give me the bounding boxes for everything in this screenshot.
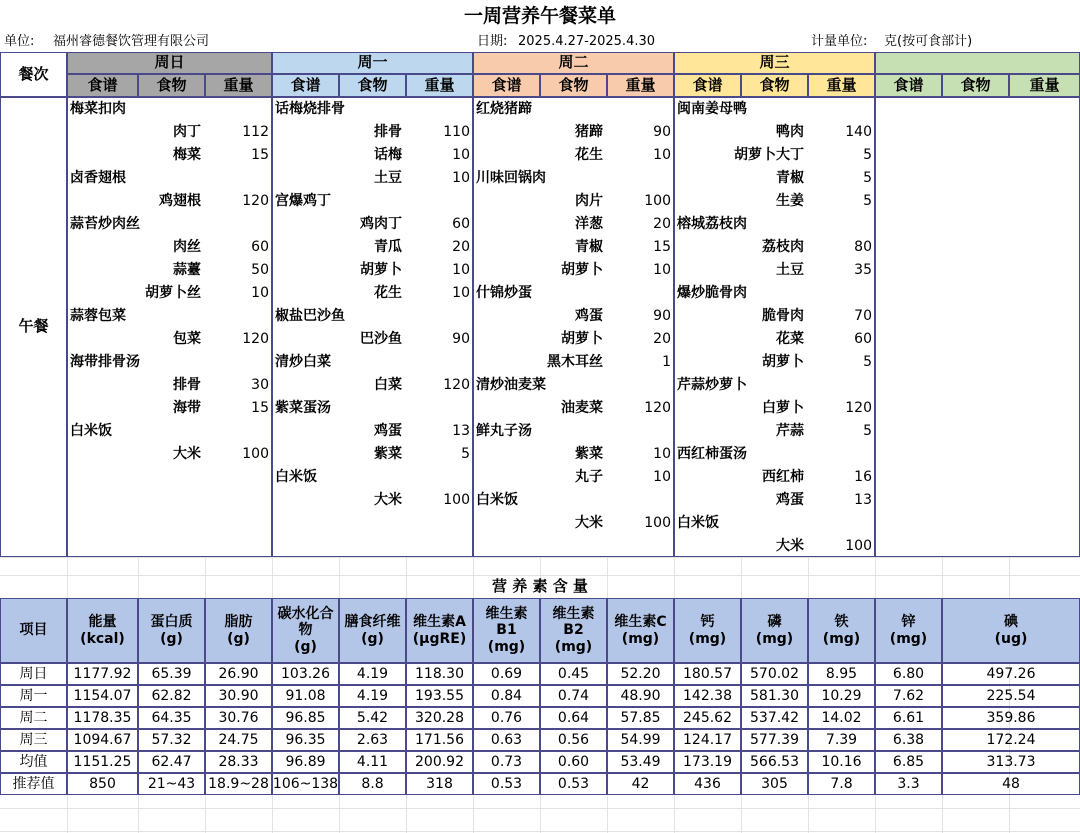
- nutrition-item-header: 项目: [0, 598, 67, 663]
- food-name: 青椒: [776, 170, 804, 186]
- food-name: 话梅: [374, 147, 402, 163]
- nutrition-value: 320.28: [406, 707, 473, 729]
- food-weight: 90: [653, 124, 671, 140]
- nutrition-value: 118.30: [406, 663, 473, 685]
- food-name: 白萝卜: [762, 400, 804, 416]
- nutrition-value: 10.29: [808, 685, 875, 707]
- nutrition-value: 7.8: [808, 773, 875, 795]
- nutrition-value: 497.26: [942, 663, 1080, 685]
- dish-name: 鲜丸子汤: [476, 423, 532, 439]
- dish-name: 梅菜扣肉: [70, 101, 126, 117]
- sub-header: 重量: [205, 74, 272, 97]
- food-weight: 10: [251, 285, 269, 301]
- nutrition-value: 0.64: [540, 707, 607, 729]
- food-weight: 90: [653, 308, 671, 324]
- nutrition-value: 1178.35: [67, 707, 138, 729]
- dish-name: 宫爆鸡丁: [275, 193, 331, 209]
- nutrition-value: 96.35: [272, 729, 339, 751]
- nutrition-value: 4.11: [339, 751, 406, 773]
- nutrition-row-label: 推荐值: [0, 773, 67, 795]
- nutrition-row-label: 周二: [0, 707, 67, 729]
- sub-header: 食物: [942, 74, 1009, 97]
- dish-name: 什锦炒蛋: [476, 285, 532, 301]
- sub-header: 重量: [808, 74, 875, 97]
- dish-name: 白米饭: [275, 469, 317, 485]
- food-weight: 10: [452, 170, 470, 186]
- nutrition-value: 4.19: [339, 663, 406, 685]
- food-weight: 50: [251, 262, 269, 278]
- food-weight: 1: [662, 354, 671, 370]
- nutrition-value: 48.90: [607, 685, 674, 707]
- food-weight: 15: [251, 400, 269, 416]
- food-name: 排骨: [173, 377, 201, 393]
- nutrition-row-label: 周日: [0, 663, 67, 685]
- food-name: 大米: [374, 492, 402, 508]
- meal-column-header: 餐次: [0, 52, 67, 97]
- nutrient-column-header: 碘 (ug): [942, 598, 1080, 663]
- nutrition-value: 245.62: [674, 707, 741, 729]
- nutrition-value: 30.90: [205, 685, 272, 707]
- unit-value: 福州睿德餐饮管理有限公司: [53, 34, 210, 49]
- nutrition-value: 0.74: [540, 685, 607, 707]
- dish-name: 紫菜蛋汤: [275, 400, 331, 416]
- dish-name: 白米饭: [476, 492, 518, 508]
- dish-name: 白米饭: [677, 515, 719, 531]
- dish-name: 西红柿蛋汤: [677, 446, 747, 462]
- nutrition-value: 54.99: [607, 729, 674, 751]
- nutrition-value: 581.30: [741, 685, 808, 707]
- nutrition-value: 5.42: [339, 707, 406, 729]
- food-name: 胡萝卜大丁: [734, 147, 804, 163]
- sub-header: 食物: [138, 74, 205, 97]
- food-name: 胡萝卜: [762, 354, 804, 370]
- sub-header: 食谱: [473, 74, 540, 97]
- food-weight: 60: [251, 239, 269, 255]
- sub-header: 食物: [540, 74, 607, 97]
- nutrition-value: 1094.67: [67, 729, 138, 751]
- food-weight: 5: [461, 446, 470, 462]
- dish-name: 红烧猪蹄: [476, 101, 532, 117]
- day-header: [875, 52, 1080, 74]
- gridline: [0, 557, 1080, 558]
- nutrition-value: 7.62: [875, 685, 942, 707]
- food-name: 鸡蛋: [575, 308, 603, 324]
- nutrition-value: 6.38: [875, 729, 942, 751]
- food-weight: 60: [452, 216, 470, 232]
- nutrition-value: 850: [67, 773, 138, 795]
- dish-name: 蒜蓉包菜: [70, 308, 126, 324]
- food-name: 包菜: [173, 331, 201, 347]
- nutrient-column-header: 碳水化合 物 (g): [272, 598, 339, 663]
- food-weight: 10: [653, 469, 671, 485]
- nutrition-value: 62.82: [138, 685, 205, 707]
- food-weight: 60: [854, 331, 872, 347]
- date-label: 日期:: [477, 34, 508, 49]
- dish-name: 闽南姜母鸭: [677, 101, 747, 117]
- food-name: 土豆: [776, 262, 804, 278]
- food-weight: 120: [242, 331, 269, 347]
- nutrient-column-header: 膳食纤维 (g): [339, 598, 406, 663]
- food-weight: 5: [863, 170, 872, 186]
- food-weight: 120: [242, 193, 269, 209]
- nutrition-value: 8.8: [339, 773, 406, 795]
- food-name: 肉丁: [173, 124, 201, 140]
- dish-name: 卤香翅根: [70, 170, 126, 186]
- nutrition-value: 305: [741, 773, 808, 795]
- nutrition-value: 1177.92: [67, 663, 138, 685]
- food-weight: 112: [242, 124, 269, 140]
- nutrition-value: 18.9~28: [205, 773, 272, 795]
- food-name: 紫菜: [374, 446, 402, 462]
- nutrient-column-header: 维生素C (mg): [607, 598, 674, 663]
- sub-header: 重量: [607, 74, 674, 97]
- food-name: 蒜薹: [173, 262, 201, 278]
- nutrition-value: 48: [942, 773, 1080, 795]
- nutrition-value: 0.60: [540, 751, 607, 773]
- food-weight: 100: [242, 446, 269, 462]
- nutrition-value: 103.26: [272, 663, 339, 685]
- food-name: 生姜: [776, 193, 804, 209]
- food-name: 花菜: [776, 331, 804, 347]
- food-weight: 5: [863, 354, 872, 370]
- food-weight: 10: [452, 285, 470, 301]
- food-name: 鸡蛋: [776, 492, 804, 508]
- nutrient-column-header: 磷 (mg): [741, 598, 808, 663]
- nutrition-value: 0.53: [540, 773, 607, 795]
- nutrition-value: 142.38: [674, 685, 741, 707]
- dish-name: 清炒油麦菜: [476, 377, 546, 393]
- nutrition-value: 180.57: [674, 663, 741, 685]
- nutrition-value: 3.3: [875, 773, 942, 795]
- food-weight: 16: [854, 469, 872, 485]
- food-weight: 20: [653, 216, 671, 232]
- food-weight: 100: [845, 538, 872, 554]
- food-name: 猪蹄: [575, 124, 603, 140]
- nutrition-value: 0.56: [540, 729, 607, 751]
- day-header: 周日: [67, 52, 272, 74]
- dish-name: 清炒白菜: [275, 354, 331, 370]
- food-name: 花生: [374, 285, 402, 301]
- sub-header: 重量: [406, 74, 473, 97]
- food-weight: 10: [452, 262, 470, 278]
- food-name: 胡萝卜: [561, 262, 603, 278]
- nutrition-value: 318: [406, 773, 473, 795]
- food-name: 鸡蛋: [374, 423, 402, 439]
- nutrition-value: 0.73: [473, 751, 540, 773]
- food-name: 荔枝肉: [762, 239, 804, 255]
- nutrient-column-header: 蛋白质 (g): [138, 598, 205, 663]
- nutrition-value: 24.75: [205, 729, 272, 751]
- nutrition-value: 0.76: [473, 707, 540, 729]
- nutrition-row-label: 周一: [0, 685, 67, 707]
- food-name: 胡萝卜: [360, 262, 402, 278]
- food-name: 海带: [173, 400, 201, 416]
- meal-name: 午餐: [0, 97, 67, 557]
- food-name: 脆骨肉: [762, 308, 804, 324]
- nutrient-column-header: 钙 (mg): [674, 598, 741, 663]
- dish-name: 椒盐巴沙鱼: [275, 308, 345, 324]
- food-name: 胡萝卜: [561, 331, 603, 347]
- nutrition-value: 6.85: [875, 751, 942, 773]
- food-name: 鸡翅根: [159, 193, 201, 209]
- food-name: 油麦菜: [561, 400, 603, 416]
- dish-name: 话梅烧排骨: [275, 101, 345, 117]
- food-name: 土豆: [374, 170, 402, 186]
- food-name: 青瓜: [374, 239, 402, 255]
- sub-header: 食谱: [674, 74, 741, 97]
- nutrition-row-label: 周三: [0, 729, 67, 751]
- food-name: 西红柿: [762, 469, 804, 485]
- food-weight: 10: [653, 446, 671, 462]
- nutrition-value: 0.63: [473, 729, 540, 751]
- nutrient-column-header: 能量 (kcal): [67, 598, 138, 663]
- nutrition-value: 91.08: [272, 685, 339, 707]
- nutrition-value: 14.02: [808, 707, 875, 729]
- nutrition-value: 566.53: [741, 751, 808, 773]
- nutrition-value: 57.32: [138, 729, 205, 751]
- food-name: 梅菜: [173, 147, 201, 163]
- food-weight: 10: [653, 147, 671, 163]
- food-weight: 120: [845, 400, 872, 416]
- nutrition-value: 359.86: [942, 707, 1080, 729]
- nutrition-value: 1151.25: [67, 751, 138, 773]
- day-menu-block: [875, 97, 1080, 557]
- food-weight: 120: [443, 377, 470, 393]
- nutrition-value: 6.80: [875, 663, 942, 685]
- nutrition-value: 42: [607, 773, 674, 795]
- food-name: 白菜: [374, 377, 402, 393]
- food-name: 巴沙鱼: [360, 331, 402, 347]
- food-name: 紫菜: [575, 446, 603, 462]
- nutrition-value: 436: [674, 773, 741, 795]
- gridline: [0, 831, 1080, 832]
- dish-name: 海带排骨汤: [70, 354, 140, 370]
- nutrition-value: 57.85: [607, 707, 674, 729]
- day-header: 周三: [674, 52, 875, 74]
- nutrition-value: 537.42: [741, 707, 808, 729]
- dish-name: 川味回锅肉: [476, 170, 546, 186]
- nutrition-value: 1154.07: [67, 685, 138, 707]
- food-name: 丸子: [575, 469, 603, 485]
- unit-label: 单位:: [4, 34, 39, 49]
- day-header: 周二: [473, 52, 674, 74]
- food-weight: 120: [644, 400, 671, 416]
- food-weight: 70: [854, 308, 872, 324]
- food-weight: 5: [863, 147, 872, 163]
- nutrient-column-header: 锌 (mg): [875, 598, 942, 663]
- measure-label: 计量单位:: [811, 34, 868, 49]
- nutrition-value: 64.35: [138, 707, 205, 729]
- nutrition-section-title: 营 养 素 含 量: [492, 576, 588, 595]
- nutrition-value: 96.89: [272, 751, 339, 773]
- nutrition-value: 62.47: [138, 751, 205, 773]
- sub-header: 食物: [741, 74, 808, 97]
- food-weight: 100: [644, 515, 671, 531]
- nutrition-value: 173.19: [674, 751, 741, 773]
- food-name: 肉丝: [173, 239, 201, 255]
- nutrition-value: 30.76: [205, 707, 272, 729]
- nutrition-value: 2.63: [339, 729, 406, 751]
- food-name: 大米: [575, 515, 603, 531]
- nutrition-value: 225.54: [942, 685, 1080, 707]
- food-weight: 5: [863, 193, 872, 209]
- food-weight: 20: [653, 331, 671, 347]
- dish-name: 爆炒脆骨肉: [677, 285, 747, 301]
- nutrition-value: 171.56: [406, 729, 473, 751]
- day-header: 周一: [272, 52, 473, 74]
- nutrition-value: 96.85: [272, 707, 339, 729]
- food-weight: 15: [251, 147, 269, 163]
- food-name: 黑木耳丝: [547, 354, 603, 370]
- page-title: 一周营养午餐菜单: [463, 5, 616, 27]
- food-weight: 30: [251, 377, 269, 393]
- food-weight: 100: [443, 492, 470, 508]
- nutrition-value: 10.16: [808, 751, 875, 773]
- nutrition-value: 193.55: [406, 685, 473, 707]
- food-name: 鸡肉丁: [360, 216, 402, 232]
- food-weight: 10: [653, 262, 671, 278]
- dish-name: 榕城荔枝肉: [677, 216, 747, 232]
- food-weight: 13: [854, 492, 872, 508]
- food-name: 排骨: [374, 124, 402, 140]
- nutrient-column-header: 铁 (mg): [808, 598, 875, 663]
- sub-header: 食谱: [875, 74, 942, 97]
- nutrition-value: 4.19: [339, 685, 406, 707]
- nutrition-value: 172.24: [942, 729, 1080, 751]
- food-weight: 110: [443, 124, 470, 140]
- food-name: 胡萝卜丝: [145, 285, 201, 301]
- food-weight: 80: [854, 239, 872, 255]
- food-weight: 100: [644, 193, 671, 209]
- nutrition-value: 0.69: [473, 663, 540, 685]
- food-name: 鸭肉: [776, 124, 804, 140]
- nutrition-value: 124.17: [674, 729, 741, 751]
- sub-header: 食谱: [272, 74, 339, 97]
- nutrition-row-label: 均值: [0, 751, 67, 773]
- food-name: 花生: [575, 147, 603, 163]
- nutrition-value: 0.53: [473, 773, 540, 795]
- sub-header: 重量: [1009, 74, 1080, 97]
- nutrition-value: 53.49: [607, 751, 674, 773]
- food-weight: 20: [452, 239, 470, 255]
- food-weight: 10: [452, 147, 470, 163]
- dish-name: 芹蒜炒萝卜: [677, 377, 747, 393]
- nutrition-value: 570.02: [741, 663, 808, 685]
- nutrition-value: 8.95: [808, 663, 875, 685]
- food-weight: 140: [845, 124, 872, 140]
- sub-header: 食物: [339, 74, 406, 97]
- dish-name: 白米饭: [70, 423, 112, 439]
- food-name: 肉片: [575, 193, 603, 209]
- nutrition-value: 577.39: [741, 729, 808, 751]
- food-weight: 15: [653, 239, 671, 255]
- food-name: 青椒: [575, 239, 603, 255]
- nutrient-column-header: 维生素 B2 (mg): [540, 598, 607, 663]
- nutrition-value: 200.92: [406, 751, 473, 773]
- food-weight: 13: [452, 423, 470, 439]
- food-name: 大米: [776, 538, 804, 554]
- dish-name: 蒜苔炒肉丝: [70, 216, 140, 232]
- nutrition-value: 26.90: [205, 663, 272, 685]
- nutrition-value: 0.84: [473, 685, 540, 707]
- nutrition-value: 28.33: [205, 751, 272, 773]
- measure-value: 克(按可食部计): [884, 34, 973, 49]
- sub-header: 食谱: [67, 74, 138, 97]
- gridline: [0, 808, 1080, 809]
- nutrition-value: 52.20: [607, 663, 674, 685]
- nutrition-value: 6.61: [875, 707, 942, 729]
- food-weight: 5: [863, 423, 872, 439]
- nutrient-column-header: 维生素A (μgRE): [406, 598, 473, 663]
- nutrition-value: 21~43: [138, 773, 205, 795]
- food-name: 芹蒜: [776, 423, 804, 439]
- nutrition-value: 313.73: [942, 751, 1080, 773]
- nutrient-column-header: 维生素 B1 (mg): [473, 598, 540, 663]
- nutrition-value: 7.39: [808, 729, 875, 751]
- nutrition-value: 65.39: [138, 663, 205, 685]
- nutrition-value: 106~138: [272, 773, 339, 795]
- date-value: 2025.4.27-2025.4.30: [518, 34, 656, 49]
- food-name: 洋葱: [575, 216, 603, 232]
- food-weight: 35: [854, 262, 872, 278]
- food-name: 大米: [173, 446, 201, 462]
- nutrition-value: 0.45: [540, 663, 607, 685]
- nutrient-column-header: 脂肪 (g): [205, 598, 272, 663]
- food-weight: 90: [452, 331, 470, 347]
